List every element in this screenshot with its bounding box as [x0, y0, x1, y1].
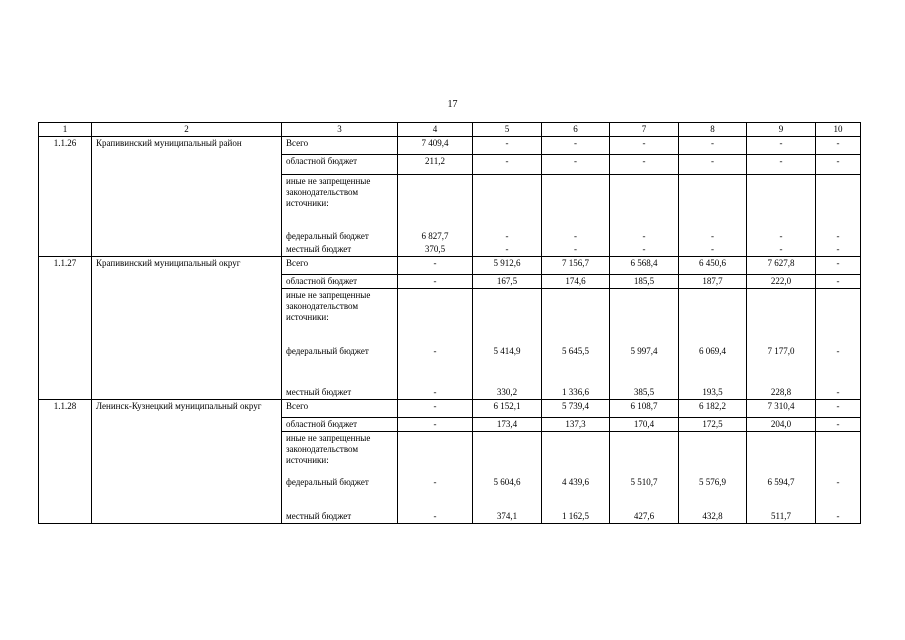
value-cell: 170,4	[610, 417, 679, 431]
row-code: 1.1.27	[39, 256, 92, 399]
value-cell: 6 069,4	[679, 342, 747, 358]
funding-source-label: местный бюджет	[282, 489, 398, 523]
value-cell: 370,5	[398, 243, 473, 257]
value-cell: 7 156,7	[542, 256, 610, 274]
table-row	[39, 256, 861, 274]
value-cell: 1 336,6	[542, 358, 610, 399]
value-cell: -	[816, 417, 861, 431]
column-header: 2	[92, 123, 282, 137]
value-cell: 5 739,4	[542, 399, 610, 417]
value-cell: -	[542, 225, 610, 243]
value-cell	[473, 288, 542, 342]
value-cell: -	[473, 225, 542, 243]
value-cell	[398, 431, 473, 473]
value-cell	[398, 288, 473, 342]
value-cell	[473, 175, 542, 225]
value-cell	[610, 175, 679, 225]
row-code: 1.1.26	[39, 137, 92, 257]
funding-source-label: областной бюджет	[282, 274, 398, 288]
value-cell: 7 627,8	[747, 256, 816, 274]
funding-source-label: федеральный бюджет	[282, 342, 398, 358]
value-cell: 5 604,6	[473, 473, 542, 489]
column-header: 8	[679, 123, 747, 137]
value-cell: 173,4	[473, 417, 542, 431]
value-cell: -	[679, 243, 747, 257]
value-cell: -	[816, 256, 861, 274]
value-cell: -	[398, 399, 473, 417]
value-cell: -	[473, 137, 542, 155]
value-cell: 5 997,4	[610, 342, 679, 358]
value-cell: -	[747, 225, 816, 243]
funding-source-label: иные не запрещенные законодательством источники:	[282, 175, 398, 225]
value-cell: 193,5	[679, 358, 747, 399]
value-cell: 6 152,1	[473, 399, 542, 417]
funding-source-label: иные не запрещенные законодательством источники:	[282, 288, 398, 342]
budget-table	[38, 122, 861, 524]
value-cell	[747, 175, 816, 225]
value-cell: -	[816, 137, 861, 155]
value-cell: -	[816, 342, 861, 358]
value-cell: 228,8	[747, 358, 816, 399]
value-cell: -	[816, 243, 861, 257]
funding-source-label: иные не запрещенные законодательством источники:	[282, 431, 398, 473]
value-cell: 330,2	[473, 358, 542, 399]
municipality-name: Крапивинский муниципальный округ	[92, 256, 282, 399]
value-cell: -	[473, 243, 542, 257]
value-cell: 5 645,5	[542, 342, 610, 358]
value-cell: -	[679, 155, 747, 175]
funding-source-label: федеральный бюджет	[282, 473, 398, 489]
value-cell: -	[398, 473, 473, 489]
value-cell: -	[398, 256, 473, 274]
funding-source-label: федеральный бюджет	[282, 225, 398, 243]
value-cell: 6 450,6	[679, 256, 747, 274]
row-code: 1.1.28	[39, 399, 92, 523]
column-header: 1	[39, 123, 92, 137]
value-cell: 6 594,7	[747, 473, 816, 489]
value-cell: 7 409,4	[398, 137, 473, 155]
value-cell	[747, 431, 816, 473]
funding-source-label: областной бюджет	[282, 417, 398, 431]
municipality-name: Ленинск-Кузнецкий муниципальный округ	[92, 399, 282, 523]
value-cell: 374,1	[473, 489, 542, 523]
value-cell	[679, 431, 747, 473]
table-row	[39, 399, 861, 417]
value-cell: -	[816, 274, 861, 288]
value-cell: -	[816, 473, 861, 489]
value-cell: 6 827,7	[398, 225, 473, 243]
value-cell: -	[610, 155, 679, 175]
value-cell: 511,7	[747, 489, 816, 523]
value-cell: -	[473, 155, 542, 175]
funding-source-label: областной бюджет	[282, 155, 398, 175]
value-cell: 137,3	[542, 417, 610, 431]
value-cell: 5 576,9	[679, 473, 747, 489]
value-cell: 222,0	[747, 274, 816, 288]
municipality-name: Крапивинский муниципальный район	[92, 137, 282, 257]
value-cell	[398, 175, 473, 225]
value-cell	[542, 431, 610, 473]
value-cell	[747, 288, 816, 342]
value-cell: 432,8	[679, 489, 747, 523]
value-cell: -	[398, 489, 473, 523]
value-cell: 185,5	[610, 274, 679, 288]
value-cell	[816, 288, 861, 342]
value-cell: -	[610, 225, 679, 243]
value-cell: 172,5	[679, 417, 747, 431]
value-cell: 7 310,4	[747, 399, 816, 417]
value-cell: -	[747, 137, 816, 155]
column-header: 6	[542, 123, 610, 137]
value-cell: 5 414,9	[473, 342, 542, 358]
value-cell: -	[816, 399, 861, 417]
value-cell	[610, 288, 679, 342]
value-cell: -	[679, 137, 747, 155]
table-row	[39, 137, 861, 155]
value-cell: 427,6	[610, 489, 679, 523]
value-cell: -	[816, 225, 861, 243]
value-cell	[816, 431, 861, 473]
value-cell: -	[610, 137, 679, 155]
funding-source-label: Всего	[282, 399, 398, 417]
value-cell: -	[542, 155, 610, 175]
value-cell: 174,6	[542, 274, 610, 288]
value-cell: 5 912,6	[473, 256, 542, 274]
value-cell	[816, 175, 861, 225]
value-cell: 211,2	[398, 155, 473, 175]
value-cell: 4 439,6	[542, 473, 610, 489]
value-cell	[610, 431, 679, 473]
value-cell: 7 177,0	[747, 342, 816, 358]
value-cell: -	[747, 243, 816, 257]
value-cell: -	[542, 243, 610, 257]
page-number: 17	[447, 99, 458, 110]
column-header: 7	[610, 123, 679, 137]
value-cell: -	[747, 155, 816, 175]
value-cell: -	[679, 225, 747, 243]
value-cell: 6 568,4	[610, 256, 679, 274]
value-cell: 1 162,5	[542, 489, 610, 523]
value-cell	[679, 288, 747, 342]
column-header: 10	[816, 123, 861, 137]
column-header: 5	[473, 123, 542, 137]
value-cell: 187,7	[679, 274, 747, 288]
value-cell	[542, 175, 610, 225]
funding-source-label: местный бюджет	[282, 358, 398, 399]
value-cell: 6 108,7	[610, 399, 679, 417]
value-cell	[473, 431, 542, 473]
value-cell	[679, 175, 747, 225]
value-cell: -	[816, 358, 861, 399]
header-row	[39, 123, 861, 137]
column-header: 3	[282, 123, 398, 137]
value-cell: 5 510,7	[610, 473, 679, 489]
value-cell	[542, 288, 610, 342]
value-cell: -	[610, 243, 679, 257]
value-cell: -	[398, 417, 473, 431]
value-cell: 167,5	[473, 274, 542, 288]
value-cell: -	[398, 358, 473, 399]
value-cell: 385,5	[610, 358, 679, 399]
value-cell: -	[542, 137, 610, 155]
value-cell: -	[816, 489, 861, 523]
funding-source-label: Всего	[282, 256, 398, 274]
funding-source-label: Всего	[282, 137, 398, 155]
value-cell: 6 182,2	[679, 399, 747, 417]
value-cell: -	[816, 155, 861, 175]
value-cell: -	[398, 342, 473, 358]
funding-source-label: местный бюджет	[282, 243, 398, 257]
value-cell: -	[398, 274, 473, 288]
value-cell: 204,0	[747, 417, 816, 431]
column-header: 4	[398, 123, 473, 137]
column-header: 9	[747, 123, 816, 137]
